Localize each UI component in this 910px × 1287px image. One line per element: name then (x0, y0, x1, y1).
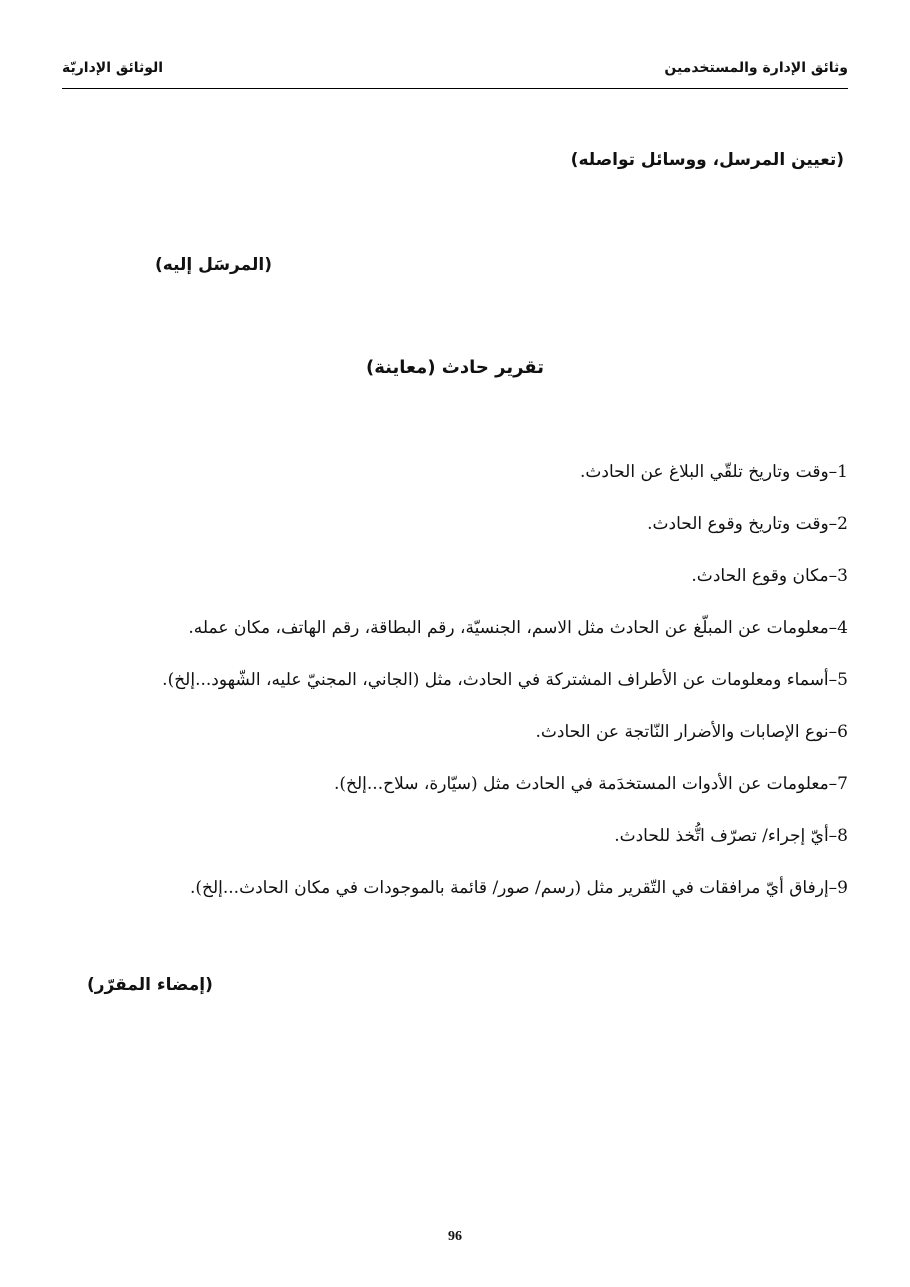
sender-line: (تعيين المرسل، ووسائل تواصله) (570, 150, 844, 170)
item-number: 5 (837, 670, 848, 690)
item-number: 4 (837, 618, 848, 638)
list-item (128, 559, 848, 611)
item-text: –أسماء ومعلومات عن الأطراف المشتركة في الحادث، مثل (الجاني، المجنيّ عليه، الشّهود...إلخ). (162, 670, 838, 690)
list-item (128, 871, 848, 923)
item-number: 2 (837, 514, 848, 534)
header-section-title: الوثائق الإداريّة (62, 60, 164, 76)
item-text: –وقت وتاريخ تلقّي البلاغ عن الحادث. (580, 462, 838, 482)
document-title (0, 357, 910, 378)
report-items-list (128, 455, 848, 923)
item-text: –مكان وقوع الحادث. (691, 566, 838, 586)
item-number: 9 (837, 878, 848, 898)
list-item (128, 715, 848, 767)
item-text: –نوع الإصابات والأضرار النّاتجة عن الحادث. (535, 722, 838, 742)
list-item (128, 663, 848, 715)
list-item (128, 507, 848, 559)
item-text: –معلومات عن الأدوات المستخدَمة في الحادث مثل (سيّارة، سلاح...إلخ). (333, 774, 838, 794)
item-text: –أيّ إجراء/ تصرّف اتُّخذ للحادث. (614, 826, 838, 846)
page-number: 96 (448, 1229, 462, 1244)
recipient-line: (المرسَل إليه) (155, 255, 272, 275)
item-text: –إرفاق أيّ مرافقات في التّقرير مثل (رسم/ صور/ قائمة بالموجودات في مكان الحادث...إلخ). (189, 878, 838, 898)
item-text: –معلومات عن المبلّغ عن الحادث مثل الاسم، الجنسيّة، رقم البطاقة، رقم الهاتف، مكان عمله. (188, 618, 838, 638)
document-title-text: تقرير حادث (معاينة) (366, 357, 544, 378)
list-item (128, 819, 848, 871)
item-number: 1 (837, 462, 848, 482)
list-item (128, 767, 848, 819)
item-number: 3 (837, 566, 848, 586)
list-item (128, 455, 848, 507)
header-book-title: وثائق الإدارة والمستخدمين (664, 60, 848, 76)
running-header (62, 54, 848, 89)
list-item (128, 611, 848, 663)
signature-line: (إمضاء المقرّر) (87, 975, 213, 995)
item-number: 7 (837, 774, 848, 794)
item-number: 6 (837, 722, 848, 742)
item-text: –وقت وتاريخ وقوع الحادث. (647, 514, 838, 534)
item-number: 8 (837, 826, 848, 846)
